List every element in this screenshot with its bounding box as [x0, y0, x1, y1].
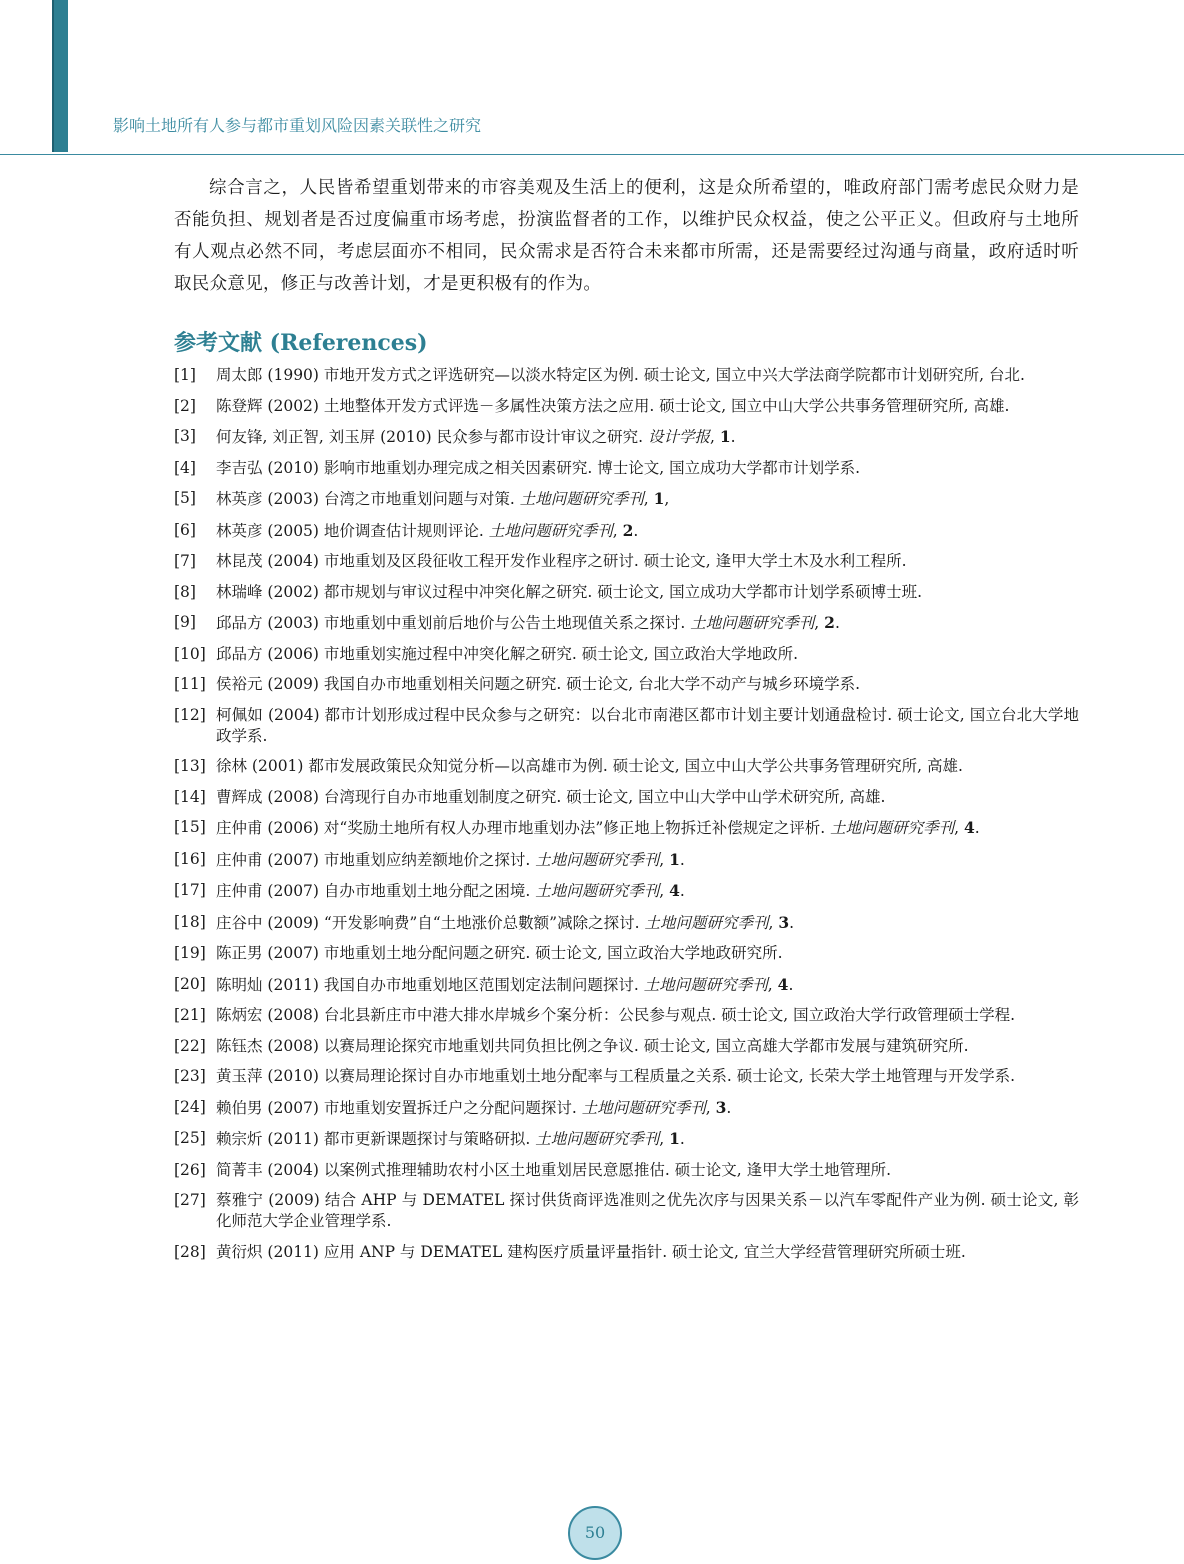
reference-item	[174, 1036, 1079, 1057]
reference-number: [22]	[174, 1036, 206, 1055]
reference-item	[174, 396, 1079, 417]
reference-number: [11]	[174, 675, 206, 693]
reference-number: [16]	[174, 849, 206, 868]
reference-item: [20] 陈明灿 (2011) 我国自办市地重划地区范围划定法制问题探讨. 土地问题研究季刊, 4.	[174, 974, 794, 994]
reference-number: [27]	[174, 1191, 206, 1209]
conclusion-paragraph: 综合言之，人民皆希望重划带来的市容美观及生活上的便利，这是众所希望的，唯政府部门需考虑民众财力是否能负担、规划者是否过度偏重市场考虑，扮演监督者的工作，以维护民众权益，使之公平正义。但政府与土地所有人观点必然不同，考虑层面亦不相同，民众需求是否符合未来都市所需，还是需要经过沟通与商量，政府适时听取民众意见，修正与改善计划，才是更积极有的作为。	[174, 178, 1079, 294]
reference-journal: 土地问题研究季刊	[643, 975, 768, 994]
reference-text: 邱品方 (2003) 市地重划中重划前后地价与公告土地现值关系之探讨.	[216, 614, 691, 632]
reference-tail: .	[974, 819, 980, 837]
reference-journal: 土地问题研究季刊	[830, 819, 955, 837]
reference-text: 庄仲甫 (2006) 对“奖励土地所有权人办理市地重划办法”修正地上物拆迁补偿规定之评析.	[216, 819, 831, 837]
reference-volume: 1	[669, 1129, 680, 1148]
reference-text: 陈炳宏 (2008) 台北县新庄市中港大排水岸城乡个案分析：公民参与观点. 硕士论文, 国立政治大学行政管理硕士学程.	[216, 1006, 1016, 1024]
reference-text: 林英彦 (2005) 地价调查估计规则评论.	[216, 521, 489, 540]
reference-volume: 3	[715, 1097, 727, 1117]
reference-text: 黄玉萍 (2010) 以赛局理论探讨自办市地重划土地分配率与工程质量之关系. 硕士论文, 长荣大学土地管理与开发学系.	[216, 1067, 1016, 1085]
references-heading: 参考文献 (References)	[174, 330, 428, 356]
reference-tail: ,	[664, 490, 670, 508]
reference-tail: .	[679, 882, 685, 900]
reference-number: [10]	[174, 644, 206, 663]
reference-number: [21]	[174, 1006, 206, 1024]
reference-item	[174, 1005, 1079, 1026]
reference-journal: 土地问题研究季刊	[535, 882, 660, 900]
header-rule	[0, 154, 1184, 155]
reference-item: [16] 庄仲甫 (2007) 市地重划应纳差额地价之探讨. 土地问题研究季刊, 1.	[174, 849, 685, 869]
reference-text: 林英彦 (2003) 台湾之市地重划问题与对策.	[216, 490, 520, 508]
reference-number: [9]	[174, 613, 196, 631]
reference-text: 何友锋, 刘正智, 刘玉屏 (2010) 民众参与都市设计审议之研究.	[216, 428, 648, 446]
reference-tail: .	[834, 614, 840, 632]
reference-item: [17] 庄仲甫 (2007) 自办市地重划土地分配之困境. 土地问题研究季刊, 4.	[174, 881, 685, 900]
reference-tail: .	[679, 1130, 685, 1148]
reference-text: 赖伯男 (2007) 市地重划安置拆迁户之分配问题探讨.	[216, 1098, 582, 1117]
reference-item	[174, 644, 1079, 665]
reference-volume: 2	[824, 613, 835, 632]
reference-number: [12]	[174, 705, 206, 724]
reference-tail: .	[730, 428, 736, 446]
reference-text: 林昆茂 (2004) 市地重划及区段征收工程开发作业程序之研讨. 硕士论文, 逢甲大学土木及水利工程所.	[216, 552, 907, 570]
reference-item: [9] 邱品方 (2003) 市地重划中重划前后地价与公告土地现值关系之探讨. 土地问题研究季刊, 2.	[174, 613, 840, 632]
reference-item	[174, 674, 1079, 695]
reference-number: [14]	[174, 787, 206, 806]
reference-text: 庄仲甫 (2007) 自办市地重划土地分配之困境.	[216, 882, 536, 900]
reference-item	[174, 551, 1079, 572]
reference-item: [5] 林英彦 (2003) 台湾之市地重划问题与对策. 土地问题研究季刊, 1,	[174, 489, 670, 508]
reference-number: [4]	[174, 458, 196, 477]
reference-text: 庄谷中 (2009) “开发影响费”自“土地涨价总數额”减除之探讨.	[216, 913, 645, 932]
reference-tail: .	[679, 850, 685, 869]
reference-item	[174, 1190, 1079, 1232]
reference-number: [2]	[174, 396, 196, 415]
reference-text: 邱品方 (2006) 市地重划实施过程中冲突化解之研究. 硕士论文, 国立政治大学地政所.	[216, 644, 799, 663]
reference-item: [25] 赖宗炘 (2011) 都市更新课题探讨与策略研拟. 土地问题研究季刊, 1.	[174, 1129, 685, 1148]
reference-number: [19]	[174, 944, 206, 962]
reference-item	[174, 1160, 1079, 1181]
reference-number: [15]	[174, 818, 206, 836]
reference-number: [24]	[174, 1097, 206, 1116]
reference-number: [7]	[174, 552, 196, 570]
reference-tail: .	[726, 1098, 732, 1117]
reference-number: [13]	[174, 757, 206, 775]
reference-number: [3]	[174, 427, 196, 445]
reference-text: 黄衍炽 (2011) 应用 ANP 与 DEMATEL 建构医疗质量评量指针. 硕士论文, 宜兰大学经营管理研究所硕士班.	[216, 1242, 966, 1261]
reference-number: [18]	[174, 912, 206, 931]
reference-text: 赖宗炘 (2011) 都市更新课题探讨与策略研拟.	[216, 1130, 536, 1148]
reference-text: 蔡雅宁 (2009) 结合 AHP 与 DEMATEL 探讨供货商评选准则之优先次序与因果关系－以汽车零配件产业为例. 硕士论文, 彰化师范大学企业管理学系.	[216, 1191, 1079, 1230]
reference-text: 陈钰杰 (2008) 以赛局理论探究市地重划共同负担比例之争议. 硕士论文, 国立高雄大学都市发展与建筑研究所.	[216, 1036, 969, 1055]
reference-item	[174, 1242, 1079, 1263]
reference-item	[174, 943, 1079, 964]
reference-item	[174, 756, 1079, 777]
reference-journal: 土地问题研究季刊	[488, 521, 613, 540]
reference-volume: 1	[653, 489, 665, 508]
reference-item	[174, 458, 1079, 479]
reference-number: [5]	[174, 489, 196, 507]
reference-text: 李吉弘 (2010) 影响市地重划办理完成之相关因素研究. 博士论文, 国立成功大学都市计划学系.	[216, 458, 861, 477]
reference-item: [3] 何友锋, 刘正智, 刘玉屏 (2010) 民众参与都市设计审议之研究. 设计学报, 1.	[174, 427, 736, 446]
reference-tail: .	[788, 975, 794, 994]
reference-number: [25]	[174, 1129, 206, 1147]
reference-text: 柯佩如 (2004) 都市计划形成过程中民众参与之研究：以台北市南港区都市计划主要计划通盘检讨. 硕士论文, 国立台北大学地政学系.	[216, 705, 1079, 745]
reference-number: [1]	[174, 366, 196, 384]
reference-journal: 设计学报	[647, 428, 710, 446]
reference-number: [23]	[174, 1067, 206, 1085]
reference-item	[174, 582, 1079, 603]
reference-tail: .	[789, 913, 795, 932]
page-number: 50	[568, 1506, 622, 1560]
reference-volume: 4	[669, 881, 680, 900]
reference-item	[174, 1066, 1079, 1087]
reference-number: [26]	[174, 1160, 206, 1179]
reference-item: [24] 赖伯男 (2007) 市地重划安置拆迁户之分配问题探讨. 土地问题研究季刊, 3.	[174, 1097, 732, 1117]
reference-text: 徐林 (2001) 都市发展政策民众知觉分析—以高雄市为例. 硕士论文, 国立中山大学公共事务管理研究所, 高雄.	[216, 757, 963, 775]
reference-number: [20]	[174, 974, 206, 993]
reference-journal: 土地问题研究季刊	[644, 913, 769, 932]
reference-item: [6] 林英彦 (2005) 地价调查估计规则评论. 土地问题研究季刊, 2.	[174, 520, 639, 540]
reference-text: 曹辉成 (2008) 台湾现行自办市地重划制度之研究. 硕士论文, 国立中山大学中山学术研究所, 高雄.	[216, 787, 886, 806]
reference-item	[174, 365, 1079, 386]
reference-volume: 2	[622, 520, 634, 540]
reference-text: 简菁丰 (2004) 以案例式推理辅助农村小区土地重划居民意愿推估. 硕士论文, 逢甲大学土地管理所.	[216, 1160, 892, 1179]
reference-journal: 土地问题研究季刊	[581, 1098, 706, 1117]
reference-journal: 土地问题研究季刊	[535, 1130, 660, 1148]
reference-text: 林瑞峰 (2002) 都市规划与审议过程中冲突化解之研究. 硕士论文, 国立成功大学都市计划学系硕博士班.	[216, 582, 923, 601]
reference-volume: 1	[669, 849, 680, 869]
reference-volume: 4	[777, 974, 789, 994]
main-content	[174, 172, 1079, 1272]
reference-item	[174, 705, 1079, 747]
reference-list	[174, 365, 1079, 1263]
reference-volume: 1	[719, 427, 731, 446]
reference-text: 庄仲甫 (2007) 市地重划应纳差额地价之探讨.	[216, 850, 536, 869]
running-title: 影响土地所有人参与都市重划风险因素关联性之研究	[113, 116, 482, 135]
reference-volume: 3	[778, 912, 790, 932]
reference-journal: 土地问题研究季刊	[690, 614, 815, 632]
reference-text: 侯裕元 (2009) 我国自办市地重划相关问题之研究. 硕士论文, 台北大学不动产与城乡环境学系.	[216, 675, 861, 693]
reference-tail: .	[633, 521, 639, 540]
reference-item: [15] 庄仲甫 (2006) 对“奖励土地所有权人办理市地重划办法”修正地上物拆迁补偿规定之评析. 土地问题研究季刊, 4.	[174, 818, 980, 837]
reference-text: 周太郎 (1990) 市地开发方式之评选研究—以淡水特定区为例. 硕士论文, 国立中兴大学法商学院都市计划研究所, 台北.	[216, 366, 1025, 384]
reference-item	[174, 787, 1079, 808]
reference-text: 陈登辉 (2002) 土地整体开发方式评选－多属性决策方法之应用. 硕士论文, 国立中山大学公共事务管理研究所, 高雄.	[216, 396, 1010, 415]
reference-volume: 4	[963, 818, 975, 837]
reference-journal: 土地问题研究季刊	[535, 850, 660, 869]
reference-text: 陈明灿 (2011) 我国自办市地重划地区范围划定法制问题探讨.	[216, 975, 644, 994]
reference-journal: 土地问题研究季刊	[519, 490, 644, 508]
reference-number: [28]	[174, 1242, 206, 1261]
reference-number: [6]	[174, 520, 196, 539]
reference-text: 陈正男 (2007) 市地重划土地分配问题之研究. 硕士论文, 国立政治大学地政研究所.	[216, 944, 783, 962]
reference-item: [18] 庄谷中 (2009) “开发影响费”自“土地涨价总數额”减除之探讨. 土地问题研究季刊, 3.	[174, 912, 795, 932]
reference-number: [17]	[174, 881, 206, 899]
header-side-bar	[52, 0, 68, 152]
reference-number: [8]	[174, 582, 196, 601]
